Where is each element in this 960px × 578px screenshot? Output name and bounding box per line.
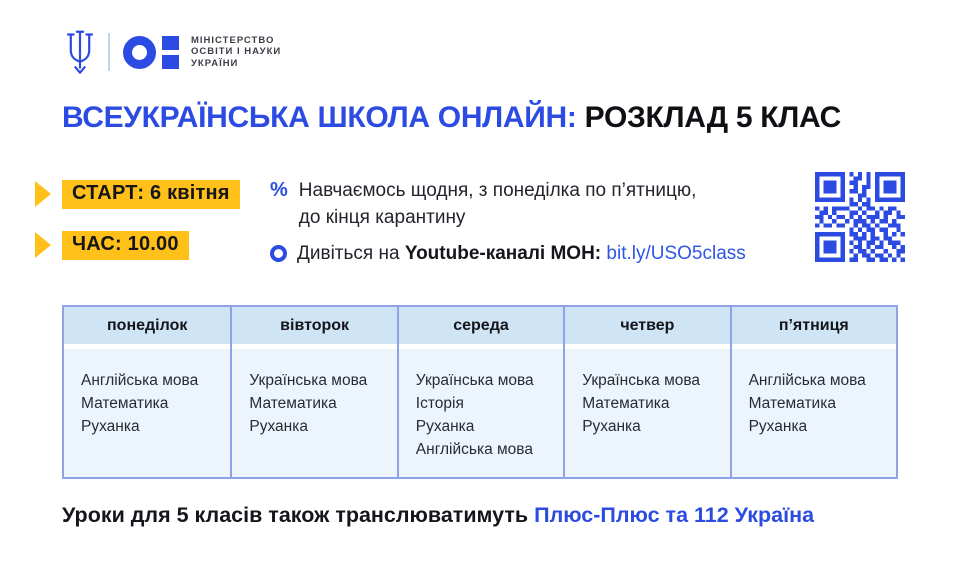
start-tag: [35, 179, 240, 209]
title-black: РОЗКЛАД 5 КЛАС: [584, 101, 842, 134]
subject: Руханка: [249, 418, 308, 435]
start-tag-label: СТАРТ: 6 квітня: [62, 180, 240, 209]
daily-note-text: [299, 177, 697, 231]
daily-note: [270, 177, 800, 231]
youtube-note: [270, 240, 800, 267]
ministry-line: УКРАЇНИ: [191, 57, 239, 69]
subject: Математика: [582, 395, 670, 412]
day-subjects: [399, 349, 563, 477]
subject: Англійська мова: [81, 372, 199, 389]
subject: Англійська мова: [415, 441, 533, 458]
youtube-note-bold: Youtube-каналі МОН:: [404, 243, 602, 264]
subject: Українська мова: [582, 372, 701, 389]
subject: Математика: [81, 395, 169, 412]
day-column: [64, 307, 230, 477]
qr-code-svg: [815, 172, 905, 262]
info-tags: [35, 179, 240, 281]
subject: Руханка: [748, 418, 808, 435]
footer-prefix: Уроки для 5 класів також транслюватимуть: [62, 503, 535, 527]
footer-connector: та: [659, 503, 694, 527]
ministry-line: МІНІСТЕРСТВО: [191, 34, 275, 46]
day-column: [397, 307, 563, 477]
logo-divider: [108, 33, 110, 71]
day-column: [730, 307, 896, 477]
arrow-right-icon: [35, 181, 51, 207]
ministry-line: ОСВІТИ І НАУКИ: [191, 46, 282, 58]
subject: Руханка: [582, 418, 641, 435]
subject: Історія: [415, 395, 464, 412]
youtube-note-prefix: Дивіться на: [297, 243, 405, 264]
circle-bullet-icon: [270, 245, 287, 262]
day-header: п’ятниця: [732, 307, 896, 349]
mon-colon-icon: [162, 36, 179, 69]
day-header: понеділок: [64, 307, 230, 349]
qr-code: [815, 172, 905, 262]
footer-note: [62, 503, 814, 528]
subject: Українська мова: [415, 372, 534, 389]
day-subjects: [232, 349, 396, 477]
ministry-name: [191, 35, 281, 70]
ministry-logo: [63, 26, 281, 78]
mon-logo-icon: [123, 36, 179, 69]
subject: Математика: [748, 395, 836, 412]
subject: Англійська мова: [748, 372, 866, 389]
percent-icon: %: [270, 179, 288, 201]
notes: [270, 177, 800, 267]
day-subjects: [565, 349, 729, 477]
mon-ring-icon: [123, 36, 156, 69]
day-subjects: [64, 349, 230, 477]
subject: Українська мова: [249, 372, 368, 389]
daily-note-line: до кінця карантину: [298, 207, 466, 228]
day-header: середа: [399, 307, 563, 349]
subject: Руханка: [81, 418, 140, 435]
day-subjects: [732, 349, 896, 477]
footer-channel-112: 112 Україна: [694, 503, 815, 527]
youtube-link[interactable]: bit.ly/USO5class: [606, 243, 746, 264]
subject: Руханка: [415, 418, 475, 435]
schedule-table: [62, 305, 898, 479]
time-tag-label: ЧАС: 10.00: [62, 231, 189, 260]
subject: Математика: [249, 395, 337, 412]
day-column: [563, 307, 729, 477]
day-column: [230, 307, 396, 477]
youtube-note-text: [297, 240, 746, 267]
daily-note-line: Навчаємось щодня, з понеділка по п’ятницю,: [298, 180, 697, 201]
time-tag: [35, 230, 240, 260]
day-header: четвер: [565, 307, 729, 349]
arrow-right-icon: [35, 232, 51, 258]
page-title: [62, 101, 841, 135]
trident-icon: [63, 29, 97, 75]
footer-channel-plusplus: Плюс-Плюс: [534, 503, 660, 527]
title-blue: ВСЕУКРАЇНСЬКА ШКОЛА ОНЛАЙН:: [62, 101, 577, 134]
day-header: вівторок: [232, 307, 396, 349]
